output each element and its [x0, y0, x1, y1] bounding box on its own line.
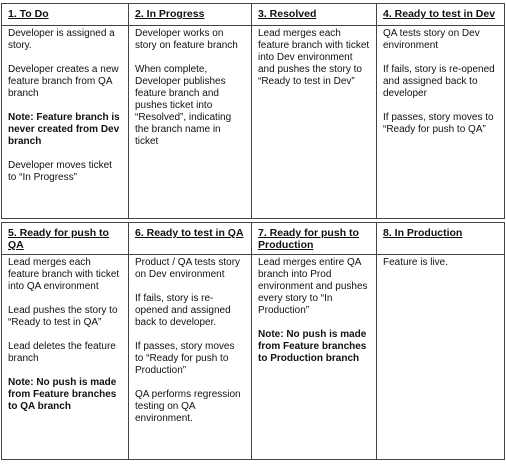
stage-paragraph: If fails, story is re-opened and assigned back to developer.: [135, 293, 231, 328]
stage-cell-in-production: [377, 255, 505, 460]
stage-header-in-production: 8. In Production: [377, 223, 505, 255]
stage-paragraph: Developer works on story on feature branch: [135, 28, 238, 51]
stage-cell-to-do: [2, 26, 129, 219]
stage-paragraph: Lead merges entire QA branch into Prod environment and pushes every story to “In Production”: [258, 257, 368, 316]
stage-paragraph: If passes, story moves to “Ready for push to QA”: [383, 112, 494, 135]
header-row: [2, 4, 505, 26]
stage-cell-ready-for-push-to-production: [252, 255, 377, 460]
stage-paragraph: Lead merges each feature branch with ticket into QA environment: [8, 257, 120, 292]
workflow-table-stages-5-8: [1, 222, 505, 460]
stage-paragraph: QA tests story on Dev environment: [383, 28, 480, 51]
stage-cell-ready-to-test-in-dev: [377, 26, 505, 219]
stage-paragraph: Lead merges each feature branch with ticket into Dev environment and pushes the story to “Ready to test in Dev”: [258, 28, 370, 87]
header-row: [2, 223, 505, 255]
stage-paragraph: QA performs regression testing on QA environment.: [135, 389, 241, 424]
workflow-table-stages-1-4: [1, 3, 505, 219]
stage-header-ready-for-push-to-qa: 5. Ready for push to QA: [2, 223, 129, 255]
stage-cell-in-progress: [129, 26, 252, 219]
stage-paragraph: Developer moves ticket to “In Progress”: [8, 160, 112, 183]
stage-paragraph: Product / QA tests story on Dev environment: [135, 257, 241, 280]
stage-note: Note: Feature branch is never created from Dev branch: [8, 112, 120, 147]
stage-paragraph: If passes, story moves to “Ready for push to Production”: [135, 341, 235, 376]
stage-cell-resolved: [252, 26, 377, 219]
stage-header-ready-for-push-to-production: 7. Ready for push to Production: [252, 223, 377, 255]
stage-cell-ready-for-push-to-qa: [2, 255, 129, 460]
stage-header-to-do: 1. To Do: [2, 4, 129, 26]
stage-note: Note: No push is made from Feature branches to Production branch: [258, 329, 367, 364]
stage-note: Note: No push is made from Feature branches to QA branch: [8, 377, 117, 412]
body-row: [2, 255, 505, 460]
stage-header-ready-to-test-in-qa: 6. Ready to test in QA: [129, 223, 252, 255]
stage-paragraph: Lead deletes the feature branch: [8, 341, 116, 364]
stage-header-resolved: 3. Resolved: [252, 4, 377, 26]
stage-paragraph: When complete, Developer publishes feature branch and pushes ticket into “Resolved”, indicating the branch name in ticket: [135, 64, 232, 147]
stage-paragraph: Developer is assigned a story.: [8, 28, 115, 51]
stage-paragraph: Lead pushes the story to “Ready to test in QA”: [8, 305, 118, 328]
body-row: [2, 26, 505, 219]
stage-paragraph: If fails, story is re-opened and assigned back to developer: [383, 64, 495, 99]
stage-header-ready-to-test-in-dev: 4. Ready to test in Dev: [377, 4, 505, 26]
stage-paragraph: Feature is live.: [383, 257, 449, 268]
stage-header-in-progress: 2. In Progress: [129, 4, 252, 26]
stage-paragraph: Developer creates a new feature branch from QA branch: [8, 64, 119, 99]
stage-cell-ready-to-test-in-qa: [129, 255, 252, 460]
